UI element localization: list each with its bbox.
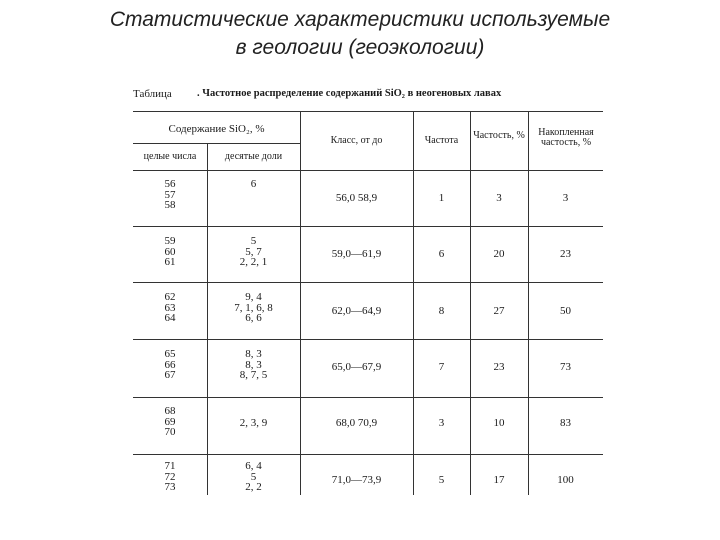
col-rule	[300, 111, 301, 495]
row-rule	[133, 397, 603, 398]
col-rule	[413, 111, 414, 495]
row4-cumulative: 73	[560, 361, 571, 373]
integer-value: 69	[164, 415, 176, 428]
row2-class: 59,0—61,9	[331, 248, 382, 260]
integer-value: 68	[164, 405, 176, 417]
row6-cumulative: 100	[557, 474, 574, 486]
integer-value: 71	[164, 460, 176, 472]
decimal-value: 8, 3	[245, 358, 262, 371]
row5-decimals	[207, 418, 300, 429]
col-rule	[528, 111, 529, 495]
integer-value: 64	[164, 312, 176, 324]
row5-class: 68,0 70,9	[335, 417, 378, 429]
slide-title-line1: Статистические характеристики используемые	[109, 8, 611, 31]
row3-decimals	[207, 292, 300, 324]
decimal-value: 6	[250, 178, 257, 190]
header-bottom-rule	[133, 170, 603, 171]
integer-value: 73	[164, 481, 176, 493]
row1-decimals	[207, 179, 300, 190]
row2-decimals	[207, 236, 300, 268]
integer-value: 72	[164, 470, 176, 483]
col-rule	[470, 111, 471, 495]
row5-relative: 10	[493, 417, 505, 429]
integer-value: 63	[164, 301, 176, 314]
decimal-value: 2, 2	[245, 481, 262, 493]
header-integers: целые числа	[143, 151, 197, 162]
header-class: Класс, от до	[330, 135, 383, 146]
row1-frequency: 1	[438, 192, 445, 204]
integer-value: 58	[164, 199, 176, 211]
decimal-value: 5	[250, 235, 257, 247]
integer-value: 56	[164, 178, 176, 190]
row1-relative: 3	[496, 192, 502, 204]
header-sio2-content: Содержание SiO₂, %	[168, 123, 265, 135]
table-caption-label: Таблица	[133, 88, 172, 100]
row6-decimals	[207, 461, 300, 493]
row3-cumulative: 50	[560, 305, 571, 317]
row4-relative: 23	[493, 361, 505, 373]
table-caption-text: . Частотное распределение содержаний SiO₂ в неогеновых лавах	[197, 88, 502, 99]
row-rule	[133, 282, 603, 283]
row-rule	[133, 454, 603, 455]
integer-value: 67	[164, 369, 176, 381]
integer-value: 59	[164, 235, 176, 247]
row-rule	[133, 339, 603, 340]
decimal-value: 2, 3, 9	[239, 417, 268, 429]
row3-class: 62,0—64,9	[331, 305, 382, 317]
header-decimals: десятые доли	[224, 151, 283, 162]
row5-frequency: 3	[438, 417, 445, 429]
row6-integers	[133, 461, 207, 493]
row2-frequency: 6	[438, 248, 445, 260]
integer-value: 60	[164, 245, 176, 258]
row4-frequency: 7	[438, 361, 445, 373]
row-rule	[133, 226, 603, 227]
row3-relative: 27	[493, 305, 505, 317]
decimal-value: 6, 4	[245, 460, 262, 472]
decimal-value: 6, 6	[245, 312, 262, 324]
row2-integers	[133, 236, 207, 268]
integer-value: 66	[164, 358, 176, 371]
row5-integers	[133, 406, 207, 438]
integer-value: 61	[164, 256, 176, 268]
slide-title-line2: в геологии (геоэкологии)	[235, 36, 485, 59]
integer-value: 65	[164, 348, 176, 360]
header-sub-rule	[133, 143, 300, 144]
row3-frequency: 8	[438, 305, 445, 317]
row1-integers	[133, 179, 207, 211]
integer-value: 57	[164, 188, 176, 201]
row2-cumulative: 23	[560, 248, 571, 260]
header-frequency: Частота	[424, 135, 459, 146]
decimal-value: 9, 4	[245, 291, 262, 303]
header-cumulative: Накопленная частость, %	[538, 127, 594, 148]
decimal-value: 7, 1, 6, 8	[234, 301, 273, 314]
row3-integers	[133, 292, 207, 324]
integer-value: 70	[164, 426, 176, 438]
row4-integers	[133, 349, 207, 381]
row2-relative: 20	[493, 248, 505, 260]
row4-class: 65,0—67,9	[331, 361, 382, 373]
header-relative-frequency: Частость, %	[473, 130, 525, 141]
row6-frequency: 5	[438, 474, 445, 486]
row5-cumulative: 83	[560, 417, 571, 429]
decimal-value: 2, 2, 1	[239, 256, 268, 268]
integer-value: 62	[164, 291, 176, 303]
decimal-value: 8, 3	[245, 348, 262, 360]
row4-decimals	[207, 349, 300, 381]
row1-class: 56,0 58,9	[335, 192, 378, 204]
row6-relative: 17	[493, 474, 505, 486]
decimal-value: 8, 7, 5	[239, 369, 268, 381]
row1-cumulative: 3	[562, 192, 569, 204]
decimal-value: 5	[250, 470, 257, 483]
row6-class: 71,0—73,9	[331, 474, 382, 486]
decimal-value: 5, 7	[245, 245, 262, 258]
table-top-rule	[133, 111, 603, 112]
